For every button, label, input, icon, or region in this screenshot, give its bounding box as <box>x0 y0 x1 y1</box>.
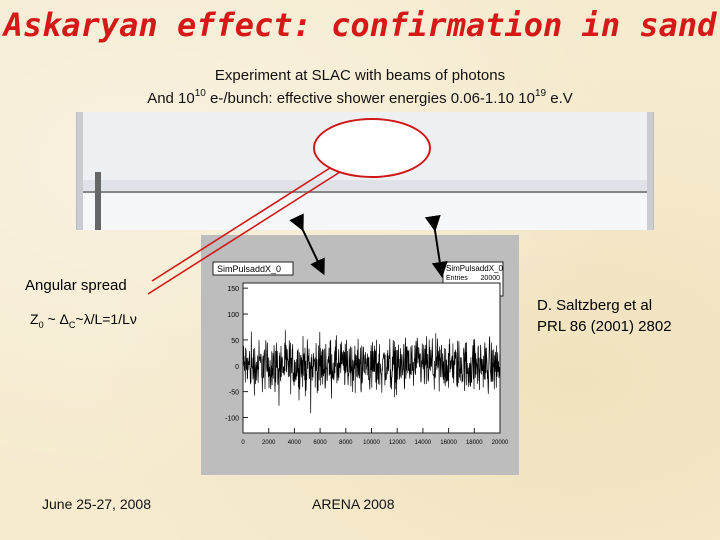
formula-delta: ~ Δ <box>43 311 69 327</box>
angular-spread-label: Angular spread <box>25 277 127 294</box>
y-tick-label: -50 <box>228 389 239 397</box>
reference <box>537 295 672 337</box>
x-tick-label: 10000 <box>363 440 380 446</box>
x-tick-label: 6000 <box>313 440 327 446</box>
formula-c-sub: C <box>68 319 76 330</box>
stats-value: 20000 <box>480 275 500 282</box>
arrow-right <box>434 224 441 270</box>
hist-title-text: SimPulsaddX_0 <box>217 264 282 274</box>
formula <box>30 311 137 330</box>
formula-rest: ~λ/L=1/Lν <box>75 311 137 327</box>
x-tick-label: 0 <box>241 440 245 446</box>
stats-label: Entries <box>446 275 468 282</box>
subtitle-part-2: e-/bunch: effective shower energies 0.06-1.10 10 <box>205 90 535 107</box>
slide-title: Askaryan effect: confirmation in sand <box>3 6 717 44</box>
y-tick-label: -100 <box>224 415 239 423</box>
y-tick-label: 0 <box>235 363 239 371</box>
reference-line-2: PRL 86 (2001) 2802 <box>537 318 672 335</box>
y-tick-label: 150 <box>227 286 239 294</box>
arrow-left <box>300 224 321 268</box>
subtitle-part-1: And 10 <box>147 90 195 107</box>
x-tick-label: 14000 <box>414 440 432 446</box>
footer-date: June 25-27, 2008 <box>42 496 151 512</box>
reference-line-1: D. Saltzberg et al <box>537 297 653 314</box>
x-tick-label: 4000 <box>287 440 302 446</box>
stats-title: SimPulsaddX_0 <box>446 264 503 273</box>
x-tick-label: 16000 <box>440 440 457 446</box>
y-tick-label: 50 <box>231 337 239 345</box>
y-tick-label: 100 <box>227 312 239 320</box>
x-tick-label: 18000 <box>465 440 483 446</box>
x-tick-label: 2000 <box>262 440 276 446</box>
x-tick-label: 12000 <box>388 440 406 446</box>
subtitle-exponent-1: 10 <box>194 88 206 99</box>
x-tick-label: 20000 <box>491 440 509 446</box>
formula-z-sub: 0 <box>38 319 44 330</box>
formula-z: Z <box>30 311 39 327</box>
subtitle-exponent-2: 19 <box>534 88 547 99</box>
subtitle-part-3: e.V <box>546 90 573 107</box>
x-tick-label: 8000 <box>339 440 353 446</box>
footer-conference: ARENA 2008 <box>312 496 395 512</box>
subtitle-line-1: Experiment at SLAC with beams of photons <box>214 67 506 84</box>
callout-line-2 <box>148 172 340 294</box>
